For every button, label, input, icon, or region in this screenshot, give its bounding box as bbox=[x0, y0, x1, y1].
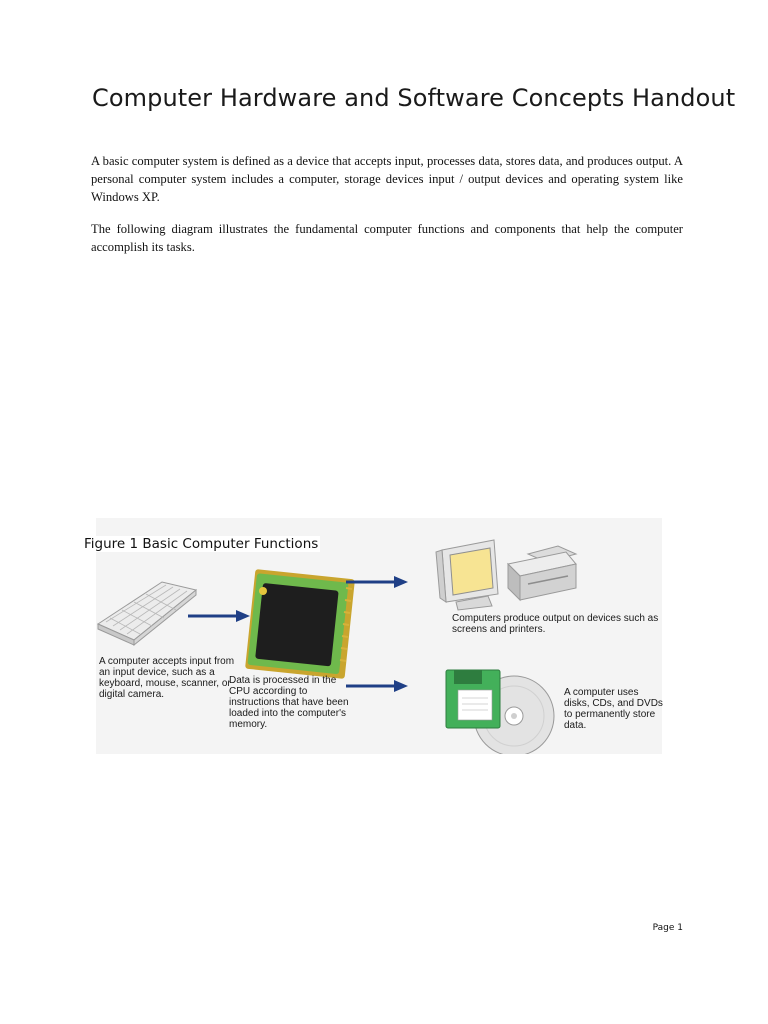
processing-caption: Data is processed in the CPU according to instructions that have been loaded into the computer's memory. bbox=[229, 675, 349, 730]
arrow-right-icon bbox=[346, 576, 408, 588]
printer-icon bbox=[508, 546, 576, 600]
diagram-intro-paragraph: The following diagram illustrates the fundamental computer functions and components that help the computer accomplish its tasks. bbox=[91, 222, 683, 254]
output-caption: Computers produce output on devices such as screens and printers. bbox=[452, 613, 659, 635]
monitor-icon bbox=[436, 540, 498, 610]
arrow-right-icon bbox=[346, 680, 408, 692]
floppy-disk-icon bbox=[446, 670, 500, 728]
figure-caption: Figure 1 Basic Computer Functions bbox=[84, 536, 319, 552]
document-title: Computer Hardware and Software Concepts Handout bbox=[92, 84, 736, 112]
intro-paragraph: A basic computer system is defined as a device that accepts input, processes data, stores data, and produces output. A personal computer system includes a computer, storage devices input / output devices and operating system like Windows XP. bbox=[91, 154, 683, 204]
arrow-right-icon bbox=[188, 610, 250, 622]
keyboard-icon bbox=[98, 582, 196, 645]
basic-computer-functions-figure bbox=[96, 518, 662, 754]
cpu-chip-icon bbox=[245, 569, 355, 679]
storage-caption: A computer uses disks, CDs, and DVDs to permanently store data. bbox=[564, 687, 663, 731]
page-number: Page 1 bbox=[652, 923, 683, 933]
input-caption: A computer accepts input from an input device, such as a keyboard, mouse, scanner, or digital camera. bbox=[99, 656, 235, 700]
